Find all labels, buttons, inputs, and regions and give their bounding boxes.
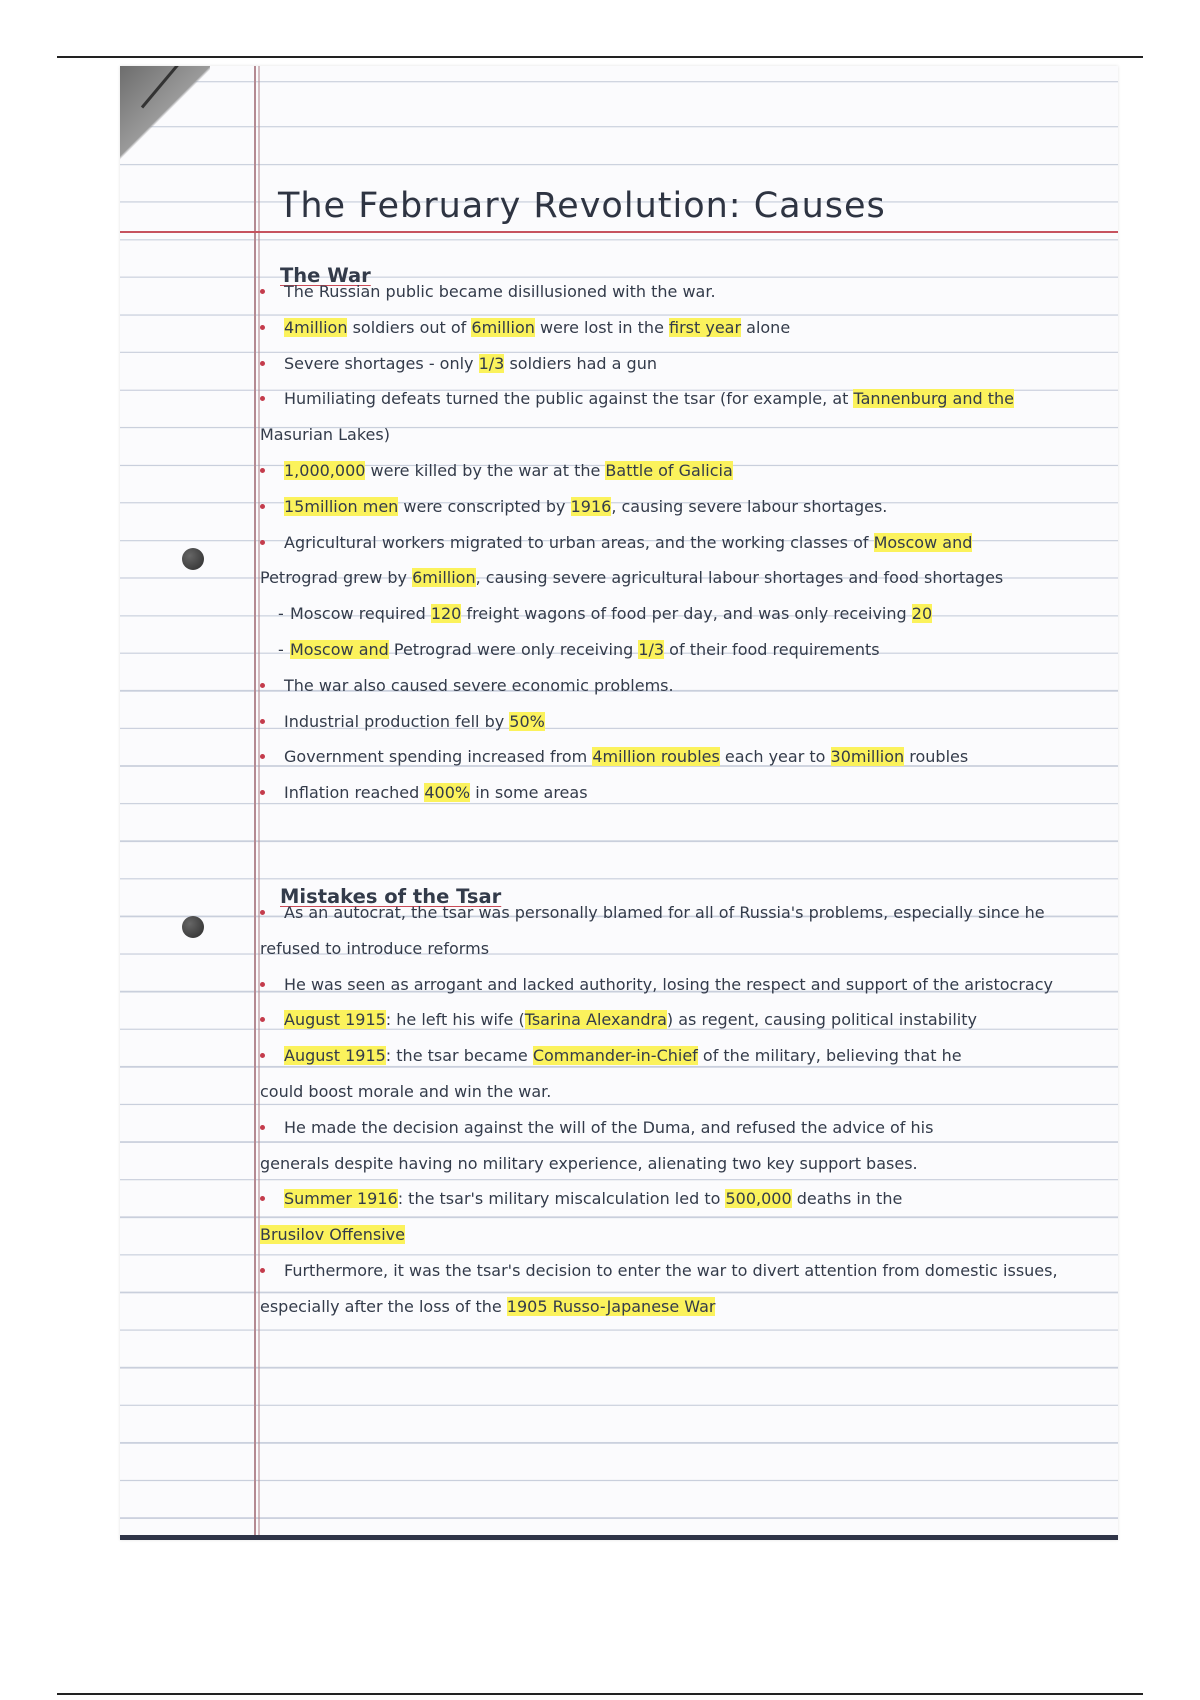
bullet-continuation: Petrograd grew by 6million, causing severe agricultural labour shortages and food shortages: [260, 568, 1004, 588]
highlighted-phrase: 1/3: [478, 353, 505, 373]
highlighted-phrase: 50%: [509, 711, 545, 731]
bullet-point: He made the decision against the will of the Duma, and refused the advice of his: [258, 1110, 1096, 1146]
bullet-list: [258, 274, 1096, 811]
highlighted-phrase: 15million men: [284, 496, 399, 516]
section-gap: [258, 811, 1096, 857]
highlighted-phrase: 6million: [471, 317, 535, 337]
highlighted-phrase: Battle of Galicia: [605, 460, 733, 480]
notes-content: [258, 186, 1096, 1325]
notebook-page: [120, 66, 1118, 1540]
highlighted-phrase: Tsarina Alexandra: [524, 1010, 667, 1030]
highlighted-phrase: 4million: [284, 317, 348, 337]
bullet-list: [258, 895, 1096, 1325]
highlighted-phrase: 1905 Russo-Japanese War: [506, 1296, 716, 1316]
highlighted-phrase: Commander-in-Chief: [532, 1046, 698, 1066]
bullet-point: The war also caused severe economic problems.: [258, 668, 1096, 704]
sub-point: - Moscow required 120 freight wagons of food per day, and was only receiving 20: [258, 596, 1096, 632]
bullet-continuation: could boost morale and win the war.: [260, 1081, 552, 1101]
bullet-point: Inflation reached 400% in some areas: [258, 775, 1096, 811]
highlighted-phrase: 120: [430, 604, 462, 624]
highlighted-phrase: Summer 1916: [284, 1189, 398, 1209]
bullet-point: 1,000,000 were killed by the war at the Battle of Galicia: [258, 453, 1096, 489]
highlighted-phrase: 30million: [830, 747, 905, 767]
highlighted-phrase: 1,000,000: [284, 460, 366, 480]
section-heading: The War: [280, 264, 371, 287]
highlighted-phrase: Brusilov Offensive: [260, 1225, 405, 1245]
bullet-point: Summer 1916: the tsar's military miscalculation led to 500,000 deaths in the: [258, 1181, 1096, 1217]
bullet-continuation: especially after the loss of the 1905 Russo-Japanese War: [260, 1296, 716, 1316]
highlighted-phrase: 500,000: [725, 1189, 792, 1209]
highlighted-phrase: Moscow and: [290, 639, 389, 659]
bullet-point: August 1915: he left his wife (Tsarina Alexandra) as regent, causing political instability: [258, 1002, 1096, 1038]
page-top-rule: [57, 56, 1143, 58]
highlighted-phrase: 4million roubles: [592, 747, 720, 767]
margin-line: [254, 66, 256, 1540]
page-bottom-edge: [120, 1535, 1118, 1540]
bullet-point: 15million men were conscripted by 1916, causing severe labour shortages.: [258, 489, 1096, 525]
bullet-point: He was seen as arrogant and lacked authority, losing the respect and support of the aristocracy: [258, 967, 1096, 1003]
section-heading-wrap: [258, 857, 1096, 908]
bullet-continuation: generals despite having no military experience, alienating two key support bases.: [260, 1153, 918, 1173]
bullet-point: The Russian public became disillusioned with the war.: [258, 274, 1096, 310]
bullet-continuation: Masurian Lakes): [260, 425, 390, 445]
highlighted-phrase: 400%: [424, 783, 471, 803]
bullet-point: As an autocrat, the tsar was personally blamed for all of Russia's problems, especially since he: [258, 895, 1096, 931]
bullet-point: Agricultural workers migrated to urban areas, and the working classes of Moscow and: [258, 525, 1096, 561]
section-heading: Mistakes of the Tsar: [280, 884, 502, 908]
folded-corner: [120, 66, 210, 176]
highlighted-phrase: 6million: [412, 568, 476, 588]
bullet-point: 4million soldiers out of 6million were lost in the first year alone: [258, 310, 1096, 346]
bullet-point: Government spending increased from 4million roubles each year to 30million roubles: [258, 739, 1096, 775]
bullet-continuation: refused to introduce reforms: [260, 938, 490, 958]
section-heading-wrap: [258, 236, 1096, 287]
page-title: The February Revolution: Causes: [278, 186, 886, 226]
punch-hole-bottom: [182, 916, 204, 938]
highlighted-phrase: August 1915: [284, 1046, 386, 1066]
bullet-point: Severe shortages - only 1/3 soldiers had a gun: [258, 346, 1096, 382]
highlighted-phrase: Moscow and: [873, 532, 973, 552]
bullet-point: Industrial production fell by 50%: [258, 704, 1096, 740]
bullet-point: August 1915: the tsar became Commander-in-Chief of the military, believing that he: [258, 1038, 1096, 1074]
highlighted-phrase: 20: [911, 604, 933, 624]
highlighted-phrase: 1916: [570, 496, 612, 516]
highlighted-phrase: August 1915: [284, 1010, 386, 1030]
highlighted-phrase: 1/3: [638, 639, 665, 659]
bullet-point: Furthermore, it was the tsar's decision to enter the war to divert attention from domestic issues,: [258, 1253, 1096, 1289]
sub-point: - Moscow and Petrograd were only receiving 1/3 of their food requirements: [258, 632, 1096, 668]
notes-sections: [258, 236, 1096, 1325]
highlighted-phrase: first year: [669, 317, 742, 337]
highlighted-phrase: Tannenburg and the: [853, 389, 1014, 409]
bullet-point: Humiliating defeats turned the public against the tsar (for example, at Tannenburg and the: [258, 381, 1096, 417]
bullet-continuation: [258, 1217, 1096, 1253]
page-bottom-rule: [57, 1693, 1143, 1695]
punch-hole-top: [182, 548, 204, 570]
